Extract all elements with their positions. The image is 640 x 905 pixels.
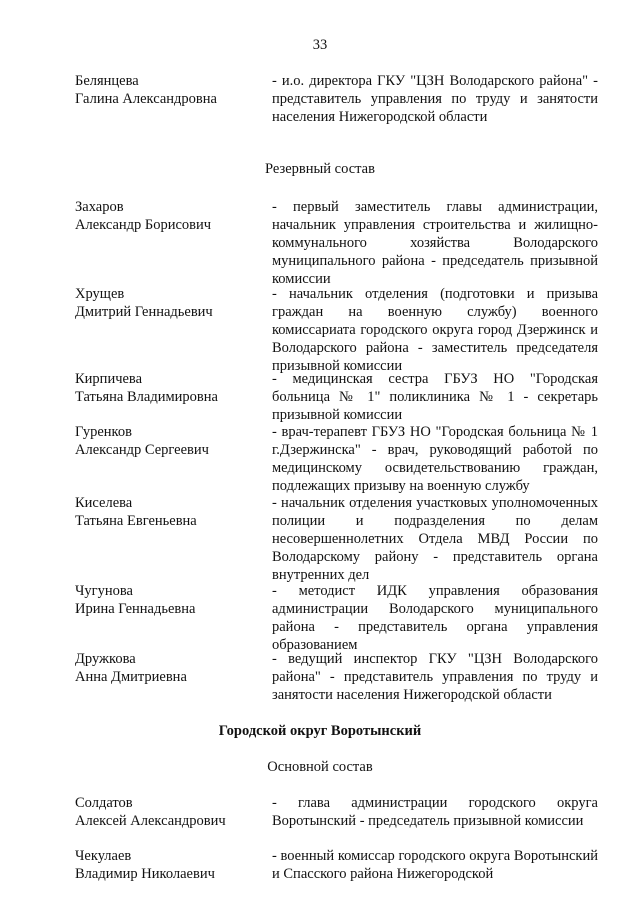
member-given-names: Александр Сергеевич [75, 442, 209, 458]
member-role: - военный комиссар городского округа Воротынский и Спасского района Нижегородской [272, 848, 598, 882]
member-role: - методист ИДК управления образования администрации Володарского муниципального района - представитель органа управления образованием [272, 583, 598, 653]
member-name [75, 494, 265, 530]
member-given-names: Александр Борисович [75, 217, 212, 233]
member-surname: Белянцева [75, 73, 139, 89]
member-name [75, 650, 265, 686]
member-role: - врач-терапевт ГБУЗ НО "Городская больница № 1 г.Дзержинска" - врач, руководящий работой по медицинскому освидетельствованию граждан, подлежащих призыву на военную службу [272, 424, 598, 494]
district-heading: Городской округ Воротынский [218, 723, 422, 739]
member-surname: Кирпичева [75, 371, 143, 387]
member-surname: Захаров [75, 199, 124, 215]
member-given-names: Алексей Александрович [75, 813, 226, 829]
member-name [75, 370, 265, 406]
member-name [75, 847, 265, 883]
member-role: - начальник отделения (подготовки и призыва граждан на военную службу) военного комиссариата городского округа город Дзержинск и Володарского района - заместитель председателя призывной комиссии [272, 286, 598, 374]
member-role: - первый заместитель главы администрации, начальник управления строительства и жилищно-коммунального хозяйства Володарского муниципального района - председатель призывной комиссии [272, 199, 598, 287]
member-given-names: Татьяна Владимировна [75, 389, 218, 405]
member-name [75, 198, 265, 234]
member-surname: Чекулаев [75, 848, 132, 864]
member-name [75, 72, 265, 108]
member-name [75, 423, 265, 459]
page-number: 33 [312, 37, 328, 53]
member-role: - глава администрации городского округа Воротынский - председатель призывной комиссии [272, 795, 598, 829]
section-heading-reserve: Резервный состав [265, 161, 375, 177]
member-surname: Хрущев [75, 286, 125, 302]
member-name [75, 285, 265, 321]
member-given-names: Ирина Геннадьевна [75, 601, 196, 617]
member-surname: Гуренков [75, 424, 132, 440]
member-given-names: Галина Александровна [75, 91, 217, 107]
member-name [75, 582, 265, 618]
member-given-names: Владимир Николаевич [75, 866, 215, 882]
section-heading-main: Основной состав [267, 759, 373, 775]
member-role: - ведущий инспектор ГКУ "ЦЗН Володарского района" - представитель управления по труду и занятости населения Нижегородской области [272, 651, 598, 703]
member-given-names: Дмитрий Геннадьевич [75, 304, 213, 320]
member-given-names: Татьяна Евгеньевна [75, 513, 197, 529]
member-surname: Киселева [75, 495, 133, 511]
member-surname: Чугунова [75, 583, 133, 599]
member-role: - и.о. директора ГКУ "ЦЗН Володарского района" - представитель управления по труду и занятости населения Нижегородской области [272, 73, 598, 125]
member-role: - медицинская сестра ГБУЗ НО "Городская больница № 1" поликлиника № 1 - секретарь призывной комиссии [272, 371, 598, 423]
member-surname: Солдатов [75, 795, 133, 811]
member-role: - начальник отделения участковых уполномоченных полиции и подразделения по делам несовершеннолетних Отдела МВД России по Володарскому району - представитель органа внутренних дел [272, 495, 598, 583]
member-surname: Дружкова [75, 651, 136, 667]
member-name [75, 794, 265, 830]
member-given-names: Анна Дмитриевна [75, 669, 187, 685]
